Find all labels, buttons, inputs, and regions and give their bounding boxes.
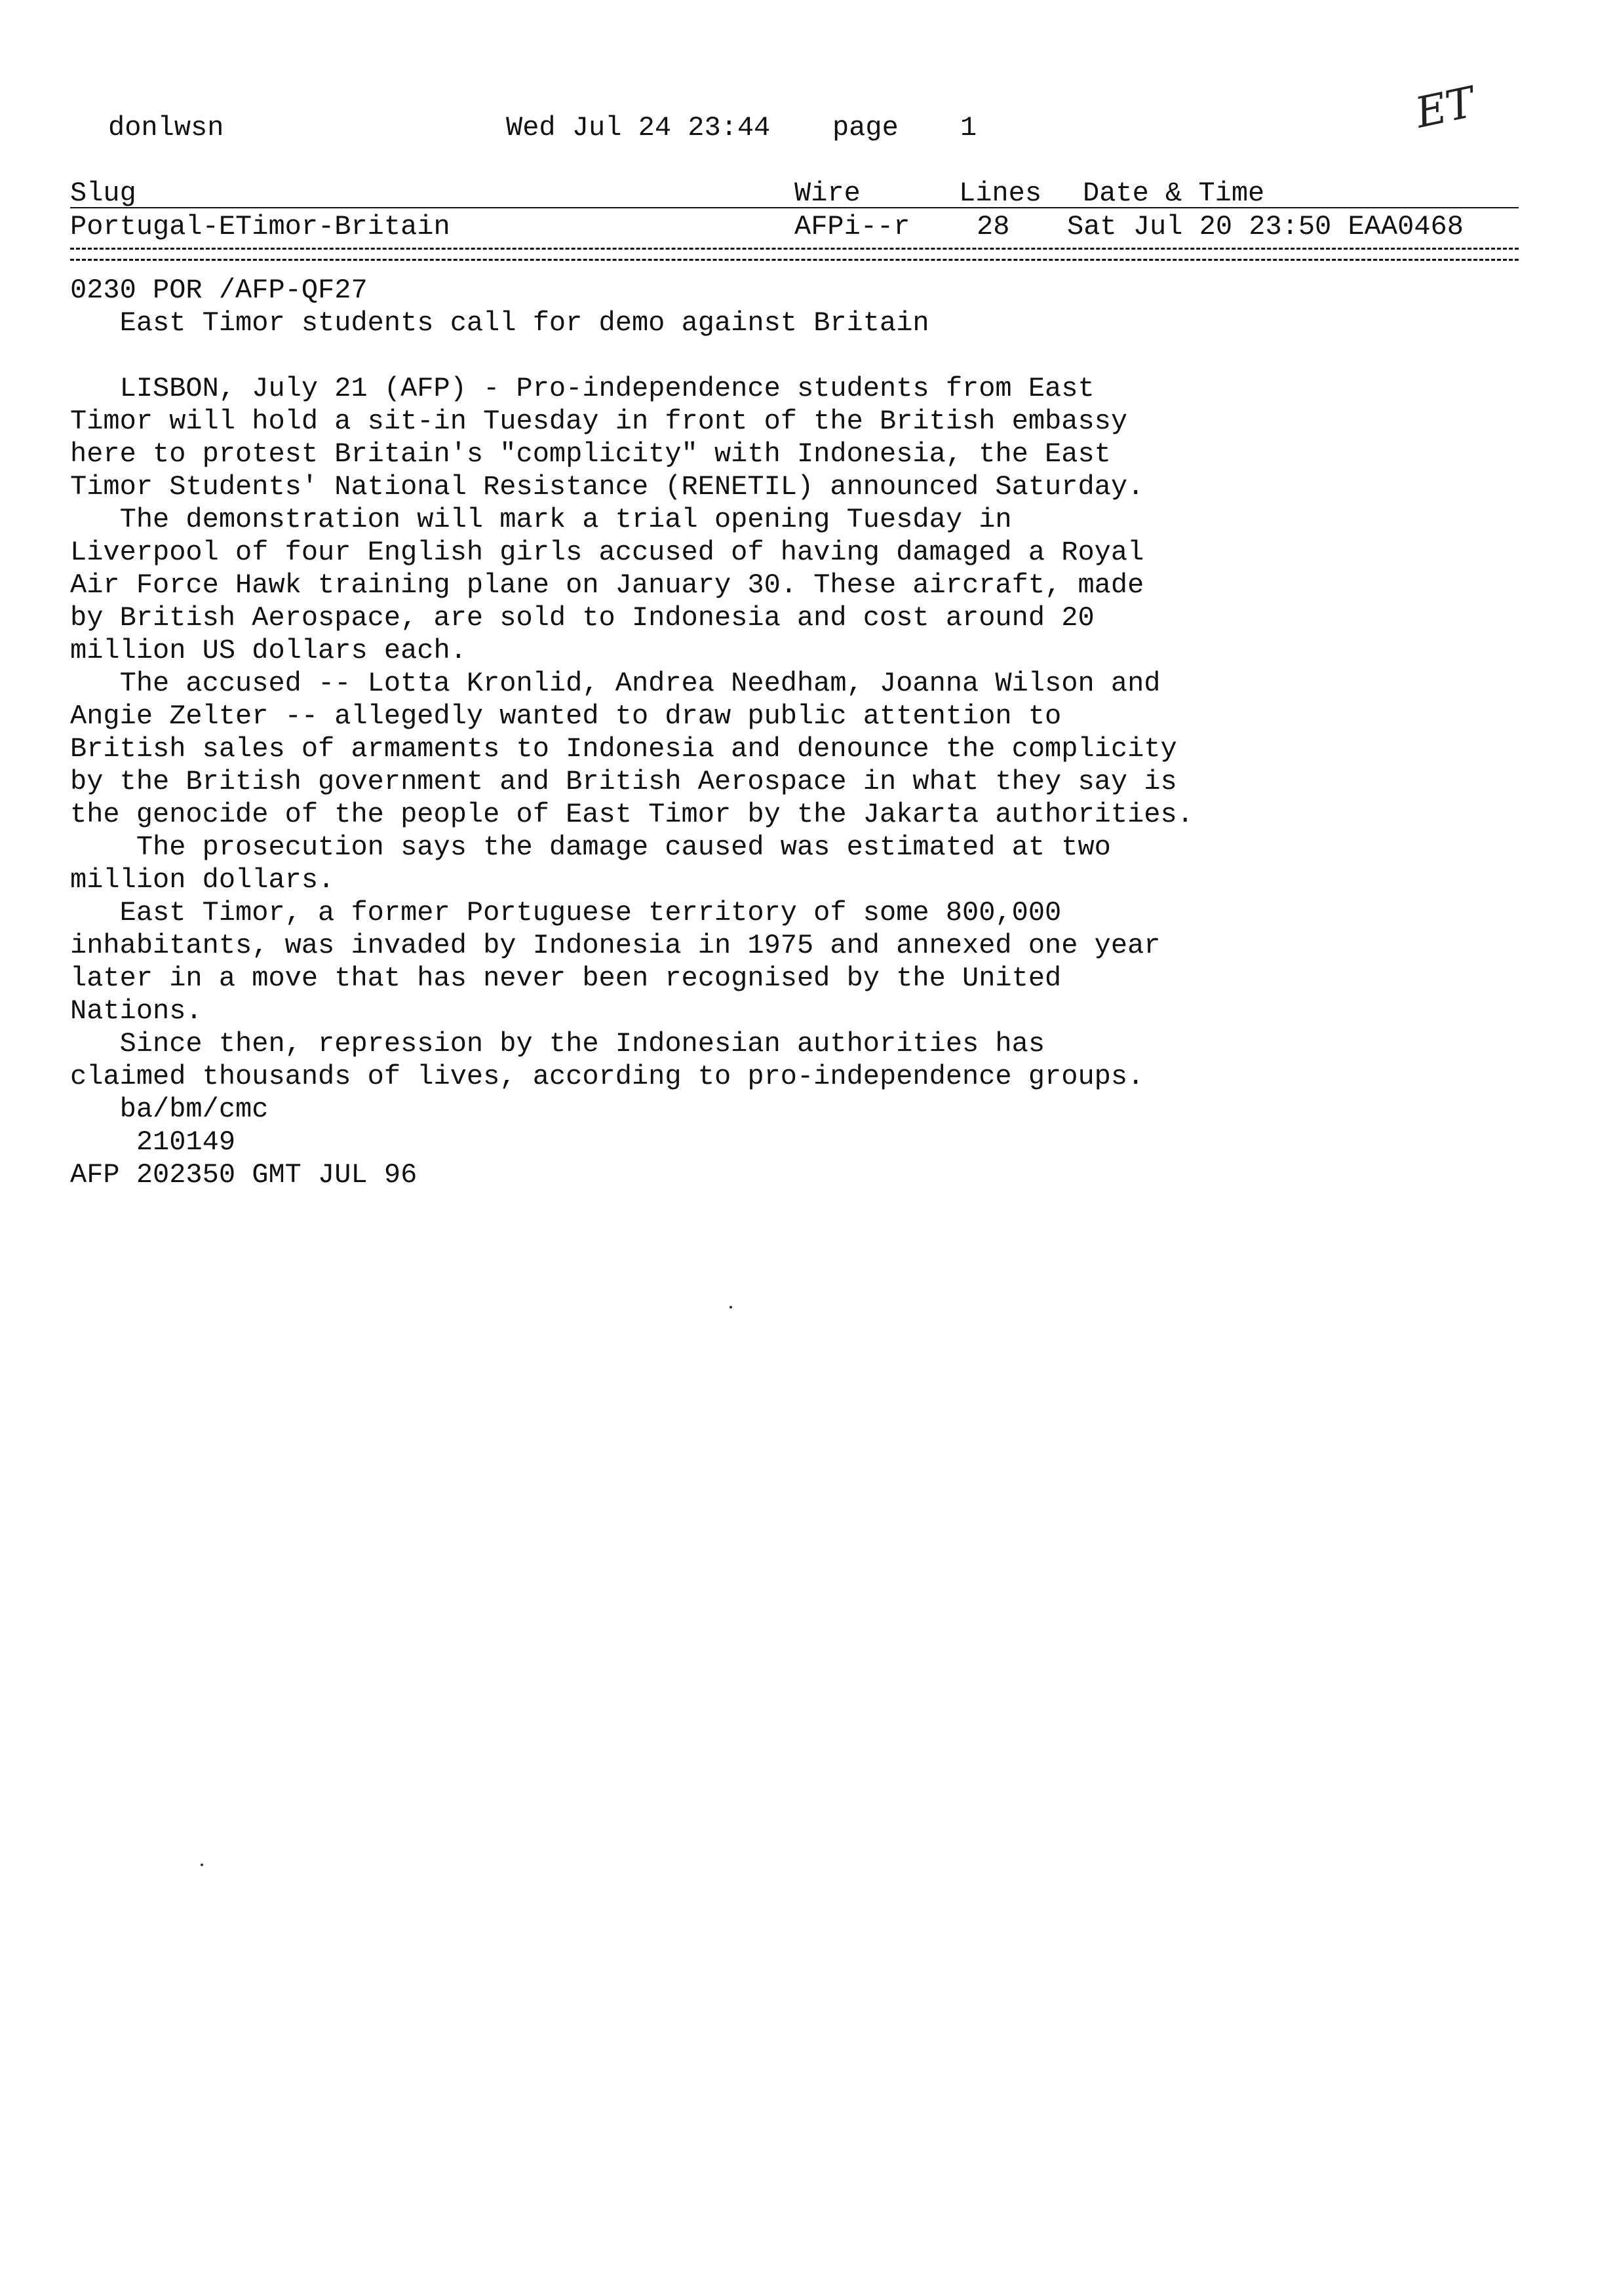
story-line: LISBON, July 21 (AFP) - Pro-independence students from East xyxy=(70,373,1095,404)
story-line: by the British government and British Aerospace in what they say is xyxy=(70,766,1177,797)
wire-column-label: Wire xyxy=(794,178,861,209)
story-line: million dollars. xyxy=(70,864,335,896)
story-headline-text: East Timor students call for demo against Britain xyxy=(119,307,929,339)
story-line: ba/bm/cmc xyxy=(70,1094,269,1125)
datetime-value: Sat Jul 20 23:50 EAA0468 xyxy=(1067,211,1464,242)
header-page-number: 1 xyxy=(960,112,977,144)
story-line: the genocide of the people of East Timor by the Jakarta authorities. xyxy=(70,799,1194,830)
story-line: Air Force Hawk training plane on January 30. These aircraft, made xyxy=(70,569,1144,601)
story-headline xyxy=(70,307,1525,339)
slug-underline xyxy=(70,207,794,208)
scan-speck xyxy=(201,1864,203,1866)
story-line: Angie Zelter -- allegedly wanted to draw public attention to xyxy=(70,700,1062,732)
story-footer: AFP 202350 GMT JUL 96 xyxy=(70,1159,418,1191)
story-line: Timor Students' National Resistance (RENETIL) announced Saturday. xyxy=(70,471,1144,503)
story-line: claimed thousands of lives, according to pro-independence groups. xyxy=(70,1061,1144,1092)
story-line: The accused -- Lotta Kronlid, Andrea Needham, Joanna Wilson and xyxy=(70,668,1161,699)
story-id-line: 0230 POR /AFP-QF27 xyxy=(70,275,368,306)
story-line: 210149 xyxy=(70,1126,236,1158)
slug-value: Portugal-ETimor-Britain xyxy=(70,211,450,242)
lines-column-label: Lines xyxy=(959,178,1042,209)
datetime-column-label: Date & Time xyxy=(1083,178,1265,209)
story-line: later in a move that has never been recognised by the United xyxy=(70,963,1062,994)
slug-column-label: Slug xyxy=(70,178,136,209)
story-line: The prosecution says the damage caused was estimated at two xyxy=(70,832,1111,863)
double-rule-divider xyxy=(70,248,1519,261)
story-line: The demonstration will mark a trial opening Tuesday in xyxy=(70,504,1012,535)
header-user: donlwsn xyxy=(108,112,224,144)
story-line: here to protest Britain's "complicity" with Indonesia, the East xyxy=(70,438,1111,470)
story-line: British sales of armaments to Indonesia and denounce the complicity xyxy=(70,733,1177,765)
paragraph-gap xyxy=(70,339,1525,372)
story-line: East Timor, a former Portuguese territory of some 800,000 xyxy=(70,897,1062,928)
lines-underline xyxy=(959,207,1083,208)
wire-underline xyxy=(794,207,959,208)
story-line: million US dollars each. xyxy=(70,635,467,666)
story-line: Timor will hold a sit-in Tuesday in front of the British embassy xyxy=(70,406,1128,437)
story-body xyxy=(70,274,1525,1191)
story-line: by British Aerospace, are sold to Indonesia and cost around 20 xyxy=(70,602,1095,634)
scan-speck xyxy=(730,1306,732,1309)
story-line: Nations. xyxy=(70,995,203,1027)
lines-value: 28 xyxy=(977,211,1010,242)
story-line: Liverpool of four English girls accused of having damaged a Royal xyxy=(70,537,1144,568)
story-line: inhabitants, was invaded by Indonesia in 1975 and annexed one year xyxy=(70,930,1161,961)
header-page-label: page xyxy=(832,112,899,144)
handwritten-mark: ET xyxy=(1411,78,1479,138)
story-line: Since then, repression by the Indonesian authorities has xyxy=(70,1028,1045,1060)
datetime-underline xyxy=(1083,207,1519,208)
header-datetime: Wed Jul 24 23:44 xyxy=(506,112,771,144)
wire-value: AFPi--r xyxy=(794,211,910,242)
